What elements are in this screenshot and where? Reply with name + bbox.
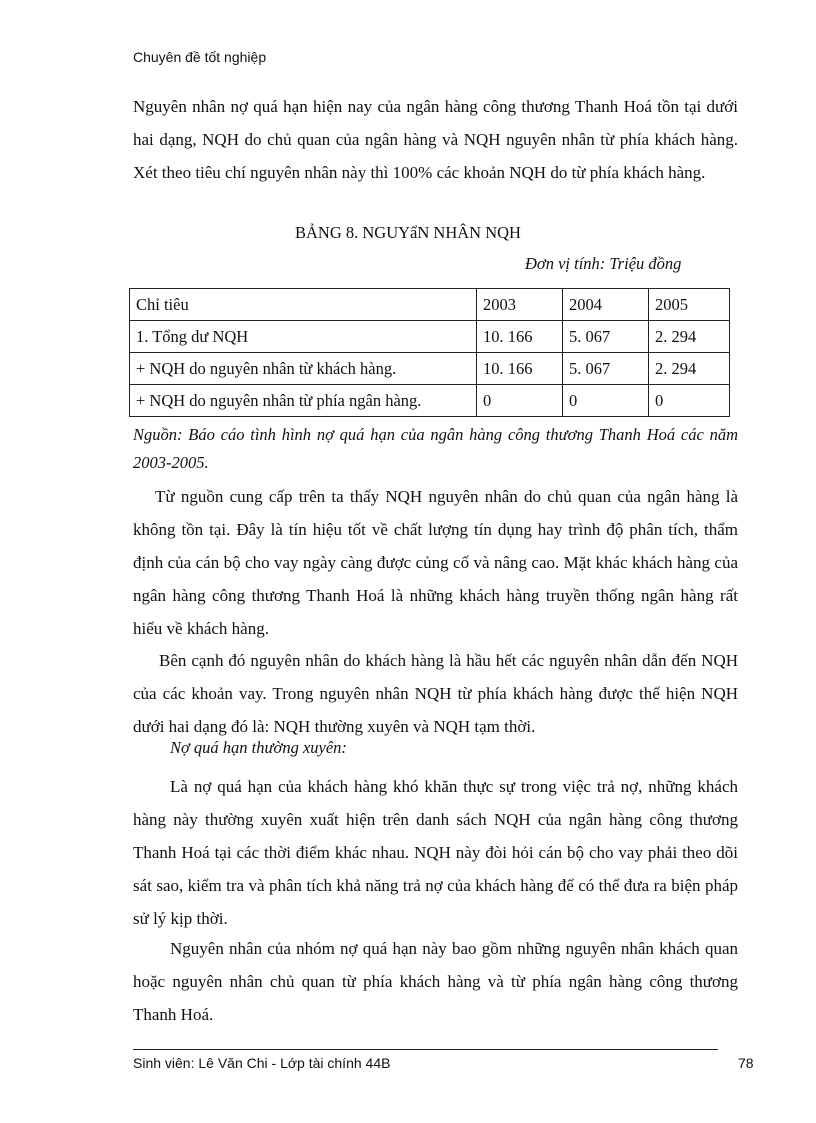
table-source: Nguồn: Báo cáo tình hình nợ quá hạn của ngân hàng công thương Thanh Hoá các năm 2003-2005. xyxy=(133,425,738,472)
subsection-title: Nợ quá hạn thường xuyên: xyxy=(170,738,347,757)
table-cell: 2. 294 xyxy=(649,321,730,353)
table-header-cell: 2005 xyxy=(649,289,730,321)
table-cell: 10. 166 xyxy=(477,353,563,385)
table-cell: 5. 067 xyxy=(563,321,649,353)
paragraph-intro: Nguyên nhân nợ quá hạn hiện nay của ngân hàng công thương Thanh Hoá tồn tại dưới hai dạng, NQH do chủ quan của ngân hàng và NQH nguyên nhân từ phía khách hàng. Xét theo tiêu chí nguyên nhân này thì 100% các khoản NQH do từ phía khách hàng. xyxy=(133,97,738,182)
paragraph-group-causes: Nguyên nhân của nhóm nợ quá hạn này bao gồm những nguyên nhân khách quan hoặc nguyên nhân chủ quan từ phía khách hàng và từ phía ngân hàng công thương Thanh Hoá. xyxy=(133,939,738,1024)
data-table xyxy=(129,288,730,417)
table-caption: BẢNG 8. NGUYẩN NHÂN NQH xyxy=(295,223,521,242)
footer-divider xyxy=(133,1049,718,1050)
table-cell: + NQH do nguyên nhân từ phía ngân hàng. xyxy=(130,385,477,417)
table-cell: 0 xyxy=(649,385,730,417)
table-cell: 1. Tổng dư NQH xyxy=(130,321,477,353)
table-row xyxy=(130,385,730,417)
paragraph-analysis: Từ nguồn cung cấp trên ta thấy NQH nguyên nhân do chủ quan của ngân hàng là không tồn tại. Đây là tín hiệu tốt về chất lượng tín dụng hay trình độ phân tích, thẩm định của cán bộ cho vay ngày càng được củng cố và nâng cao. Mặt khác khách hàng của ngân hàng công thương Thanh Hoá là những khách hàng truyền thống ngân hàng rất hiểu về khách hàng. xyxy=(133,487,738,638)
table-cell: 0 xyxy=(563,385,649,417)
paragraph-regular-overdue: Là nợ quá hạn của khách hàng khó khăn thực sự trong việc trả nợ, những khách hàng này thường xuyên xuất hiện trên danh sách NQH của ngân hàng công thương Thanh Hoá tại các thời điểm khác nhau. NQH này đòi hỏi cán bộ cho vay phải theo dõi sát sao, kiểm tra và phân tích khả năng trả nợ của khách hàng để có thể đưa ra biện pháp sử lý kịp thời. xyxy=(133,777,738,928)
table-cell: 2. 294 xyxy=(649,353,730,385)
page-number: 78 xyxy=(738,1055,754,1071)
page-header: Chuyên đề tốt nghiệp xyxy=(133,49,267,65)
table-row xyxy=(130,321,730,353)
table-cell: + NQH do nguyên nhân từ khách hàng. xyxy=(130,353,477,385)
table-cell: 0 xyxy=(477,385,563,417)
table-header-cell: 2003 xyxy=(477,289,563,321)
table-unit: Đơn vị tính: Triệu đồng xyxy=(525,254,682,273)
table-header-cell: Chỉ tiêu xyxy=(130,289,477,321)
table-cell: 5. 067 xyxy=(563,353,649,385)
paragraph-customer-causes: Bên cạnh đó nguyên nhân do khách hàng là hầu hết các nguyên nhân dẫn đến NQH của các khoản vay. Trong nguyên nhân NQH từ phía khách hàng được thể hiện NQH dưới hai dạng đó là: NQH thường xuyên và NQH tạm thời. xyxy=(133,651,738,736)
table-cell: 10. 166 xyxy=(477,321,563,353)
table-row xyxy=(130,353,730,385)
page-footer: Sinh viên: Lê Văn Chi - Lớp tài chính 44B xyxy=(133,1055,391,1071)
table-header-cell: 2004 xyxy=(563,289,649,321)
table-header-row xyxy=(130,289,730,321)
